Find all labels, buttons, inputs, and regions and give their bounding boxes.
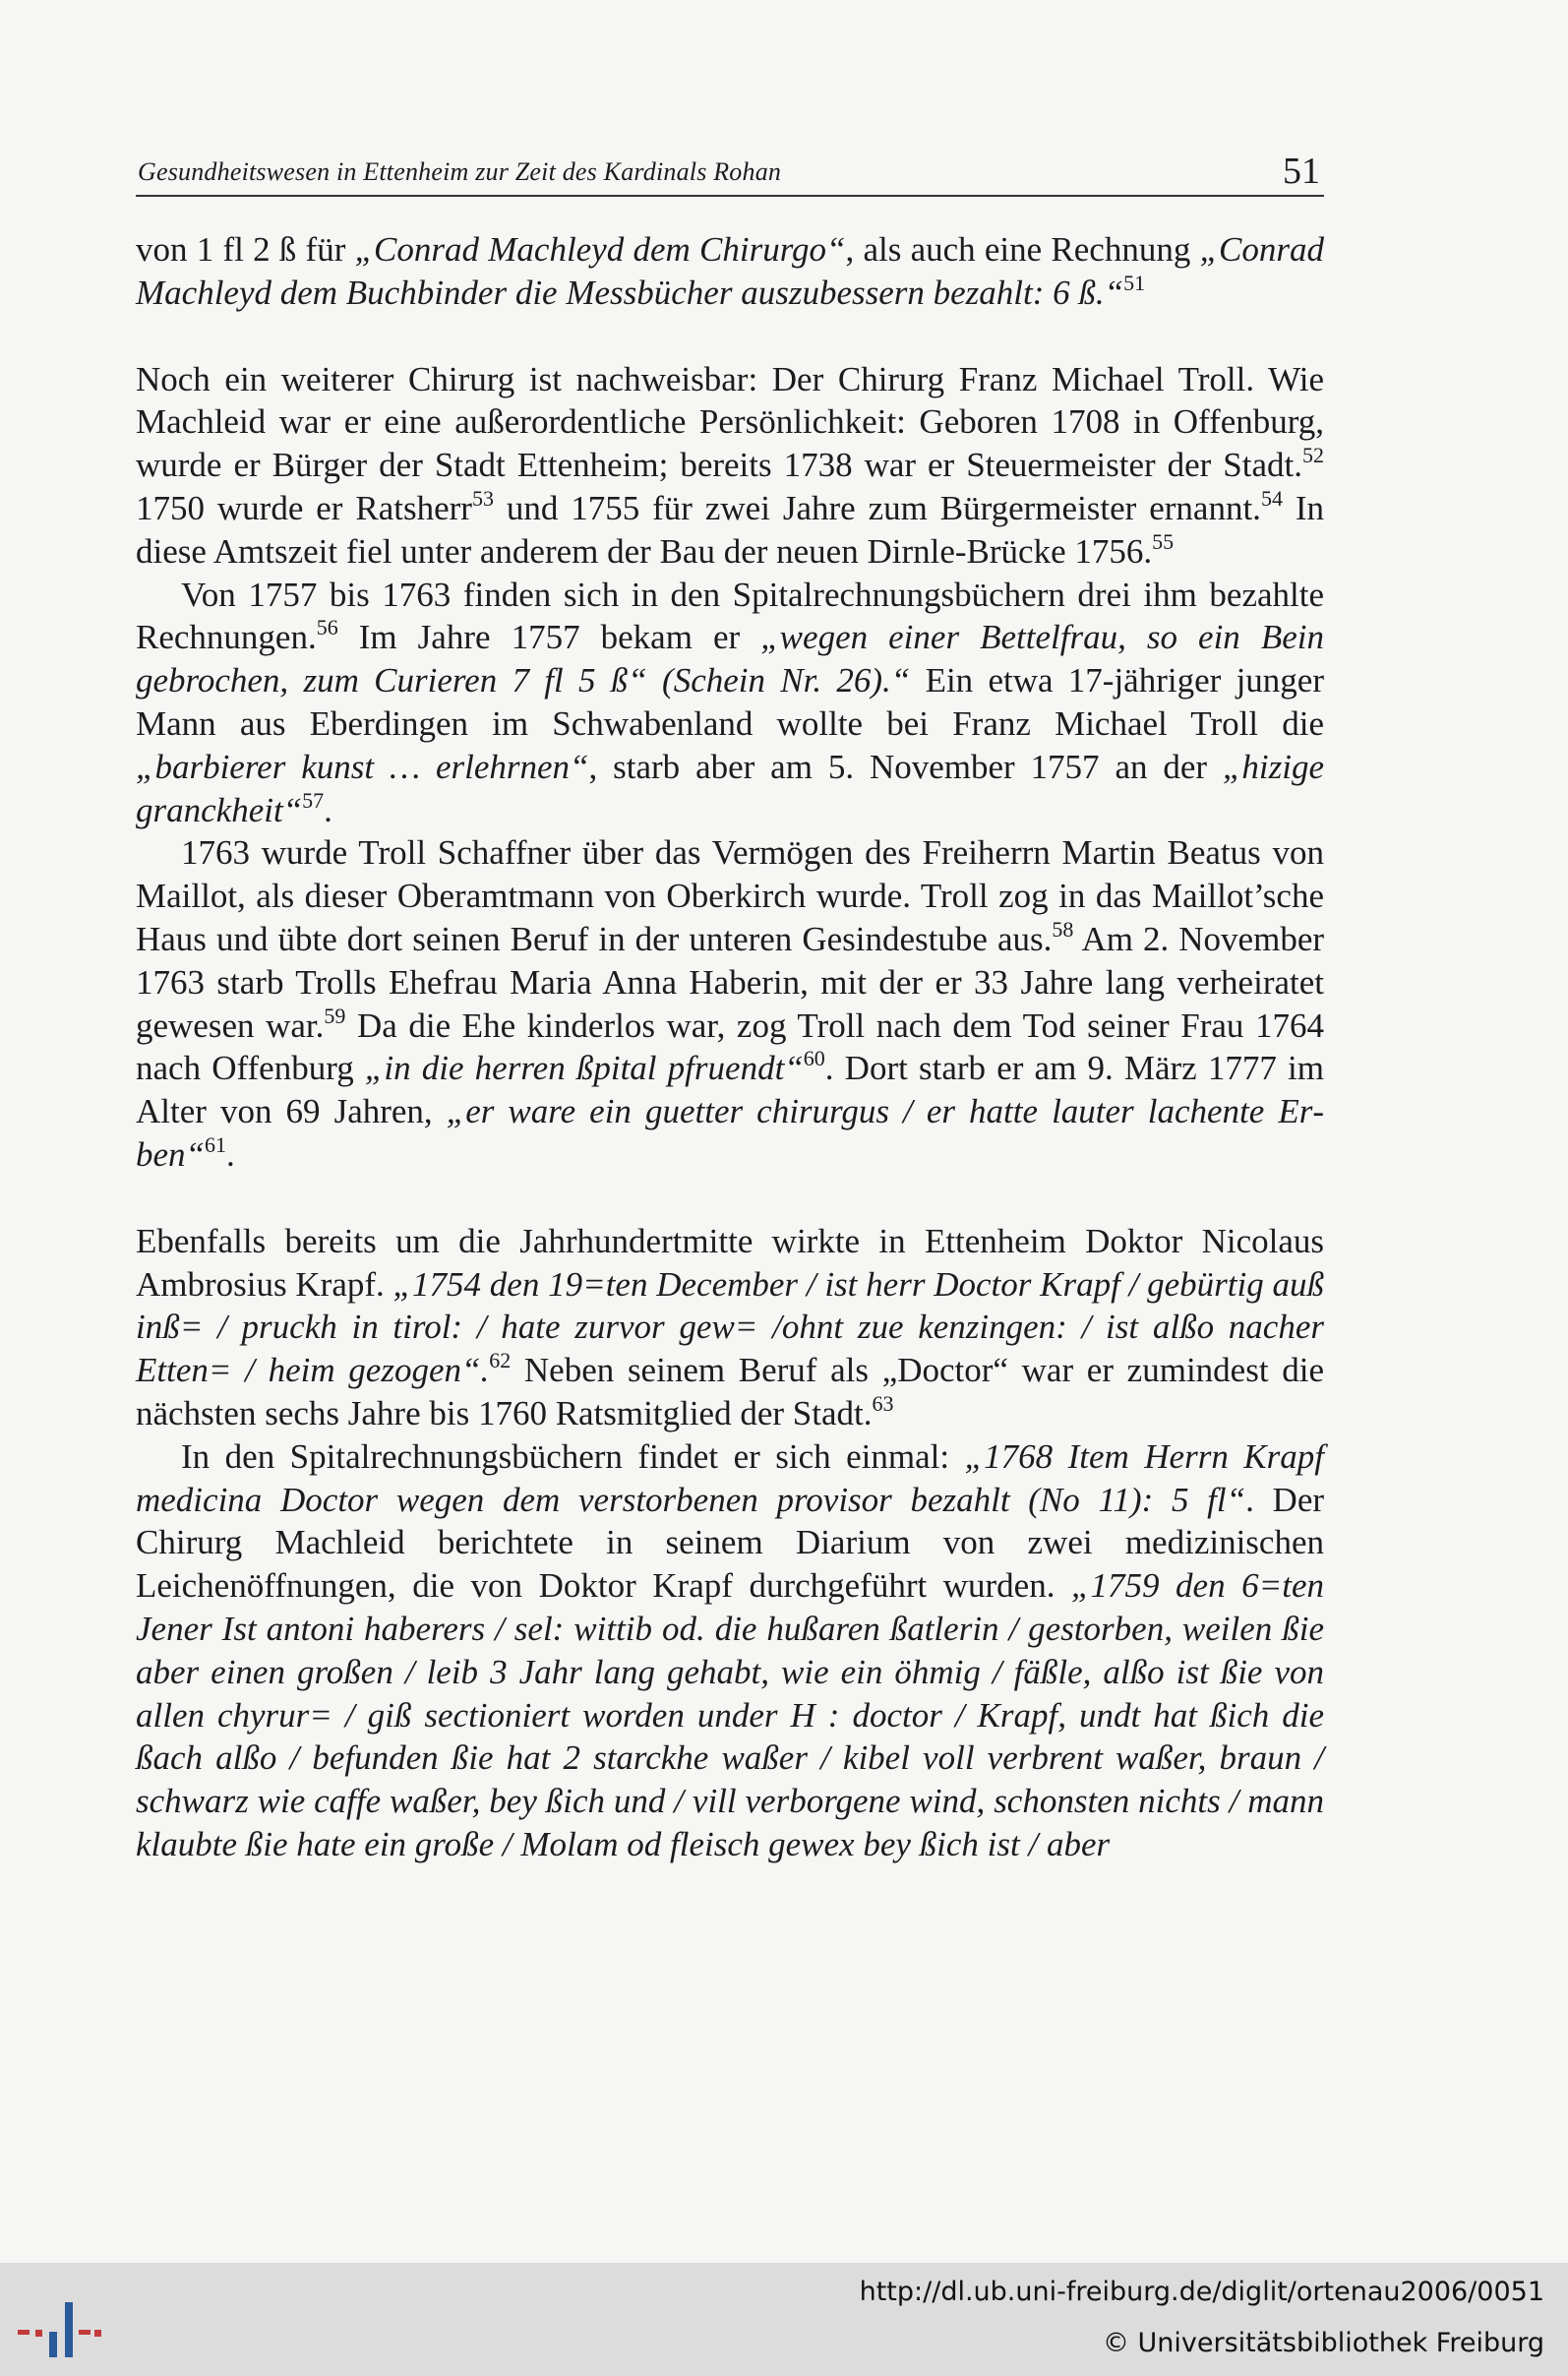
footnote-ref: 56: [316, 615, 338, 640]
quoted-text: „Conrad Machleyd dem Buchbinder die Messbücher auszubessern bezahlt: 6 ß.“: [136, 230, 1325, 312]
footer-url-link[interactable]: http://dl.ub.uni-freiburg.de/diglit/ortenau2006/0051: [859, 2277, 1544, 2307]
paragraph-5: [136, 1220, 1324, 1435]
footnote-ref: 51: [1123, 270, 1146, 295]
footnote-ref: 62: [489, 1348, 512, 1373]
text-run: In diese Amtszeit fiel unter anderem der Bau der neuen Dirnle-Brücke 1756.: [136, 488, 1324, 571]
text-run: Ebenfalls bereits um die Jahrhundertmitte wirkte in Ettenheim Doktor Nicolaus Ambrosius Krapf.: [136, 1221, 1324, 1304]
quoted-text: „Conrad Machleyd dem Chirurgo“: [354, 230, 846, 269]
text-run: Noch ein weiterer Chirurg ist nachweisbar: Der Chirurg Franz Michael Troll. Wie Machleid war er eine außerordentliche Persönlichkeit: Geboren 1708 in Offenburg, wurde er Bürger der Stadt Ettenheim; bereits 1738 war er Steuermeister der Stadt.: [136, 359, 1324, 485]
text-run: , starb aber am 5. November 1757 an der: [588, 747, 1223, 786]
quoted-text: „1754 den 19=ten December / ist herr Doctor Krapf / gebürtig auß inß= / pruckh in tirol: / hate zurvor gew= /ohnt zue kenzingen: / ist alßo nacher Etten= / heim gezogen“.: [136, 1264, 1324, 1390]
page-number: 51: [1283, 151, 1320, 192]
text-run: , als auch eine Rechnung: [845, 230, 1200, 269]
text-run: Von 1757 bis 1763 finden sich in den Spitalrechnungsbüchern drei ihm bezahlte Rechnungen.: [136, 575, 1324, 657]
text-run: und 1755 für zwei Jahre zum Bürgermeister ernannt.: [493, 488, 1261, 527]
quoted-text: „1768 Item Herrn Krapf medicina Doctor wegen dem verstorbenen provisor bezahlt (No 11): 5 fl“: [136, 1436, 1325, 1519]
footnote-ref: 53: [471, 485, 494, 511]
paragraph-2: [136, 358, 1324, 574]
text-run: Ein etwa 17-jähriger junger Mann aus Eberdingen im Schwabenland wollte bei Franz Michael Troll die: [136, 661, 1324, 743]
text-run: von 1 fl 2 ß für: [136, 230, 355, 269]
text-run: Am 2. November 1763 starb Trolls Ehefrau Maria Anna Haberin, mit der er 33 Jahre lang verheiratet gewesen war.: [136, 919, 1325, 1045]
text-run: 1763 wurde Troll Schaffner über das Vermögen des Freiherrn Martin Beatus von Maillot, als dieser Oberamtmann von Oberkirch wurde. Troll zog in das Maillot’sche Haus und übte dort seinen Beruf in der unteren Gesindestube aus.: [136, 833, 1324, 958]
text-run: Da die Ehe kinderlos war, zog Troll nach dem Tod seiner Frau 1764 nach Offenburg: [136, 1005, 1324, 1088]
text-run: .: [226, 1134, 235, 1174]
paragraph-1: [136, 228, 1324, 315]
quoted-text: „hizige granckheit“: [136, 747, 1325, 829]
page-header: [136, 148, 1324, 197]
quoted-text: „er ware ein guetter chirurgus / er hatte lauter lachente Erben“: [136, 1092, 1324, 1174]
footnote-ref: 58: [1052, 916, 1074, 942]
text-run: 1750 wurde er Ratsherr: [136, 488, 472, 527]
paragraph-4: [136, 831, 1324, 1176]
paragraph-3: [136, 574, 1324, 832]
body-text: [136, 228, 1324, 1866]
footer-copyright: © Universitätsbibliothek Freiburg: [1102, 2328, 1544, 2358]
text-run: .: [324, 790, 332, 829]
paragraph-6: [136, 1435, 1324, 1866]
running-title: Gesundheitswesen in Ettenheim zur Zeit des Kardinals Rohan: [138, 157, 782, 186]
quoted-text: „in die herren ßpital pfruendt“: [364, 1049, 804, 1088]
text-run: In den Spitalrechnungsbüchern findet er sich einmal:: [181, 1436, 965, 1476]
text-run: . Dort starb er am 9. März 1777 im Alter von 69 Jahren,: [136, 1049, 1324, 1131]
footnote-ref: 57: [302, 787, 325, 813]
footnote-ref: 55: [1152, 528, 1175, 554]
text-run: . Der Chirurg Machleid berichtete in seinem Diarium von zwei medizinischen Leichenöffnungen, die von Doktor Krapf durchgeführt wurden.: [136, 1480, 1325, 1606]
footnote-ref: 61: [205, 1131, 226, 1157]
footnote-ref: 59: [324, 1003, 346, 1028]
footnote-ref: 63: [872, 1390, 894, 1416]
text-run: Neben seinem Beruf als „Doctor“ war er zumindest die nächsten sechs Jahre bis 1760 Ratsmitglied der Stadt.: [136, 1351, 1324, 1432]
footnote-ref: 52: [1302, 443, 1324, 468]
library-logo-icon[interactable]: [18, 2298, 100, 2357]
footnote-ref: 54: [1260, 485, 1283, 511]
footer-bar: [0, 2263, 1568, 2376]
quoted-text: „wegen einer Bettelfrau, so ein Bein gebrochen, zum Curieren 7 fl 5 ß“ (Schein Nr. 26).“: [136, 618, 1324, 701]
text-run: Im Jahre 1757 bekam er: [337, 618, 761, 657]
quoted-text: „barbierer kunst … erlehrnen“: [136, 747, 589, 786]
quoted-text: „1759 den 6=ten Jener Ist antoni haberers / sel: wittib od. die hußaren ßatlerin / gestorben, weilen ßie aber einen großen / leib 3 Jahr lang gehabt, wie ein öhmig / fäßle, alßo ist ßie von allen chyrur= / giß sectioniert worden under H : doctor / Krapf, undt hat ßich die ßach alßo / befunden ßie hat 2 starckhe waßer / kibel voll verbrent waßer, braun / schwarz wie caffe waßer, bey ßich und / vill verborgene wind, schonsten nichts / mann klaubte ßie hate ein große / Molam od fleisch gewex bey ßich ist / aber: [136, 1566, 1324, 1863]
footnote-ref: 60: [803, 1046, 825, 1071]
